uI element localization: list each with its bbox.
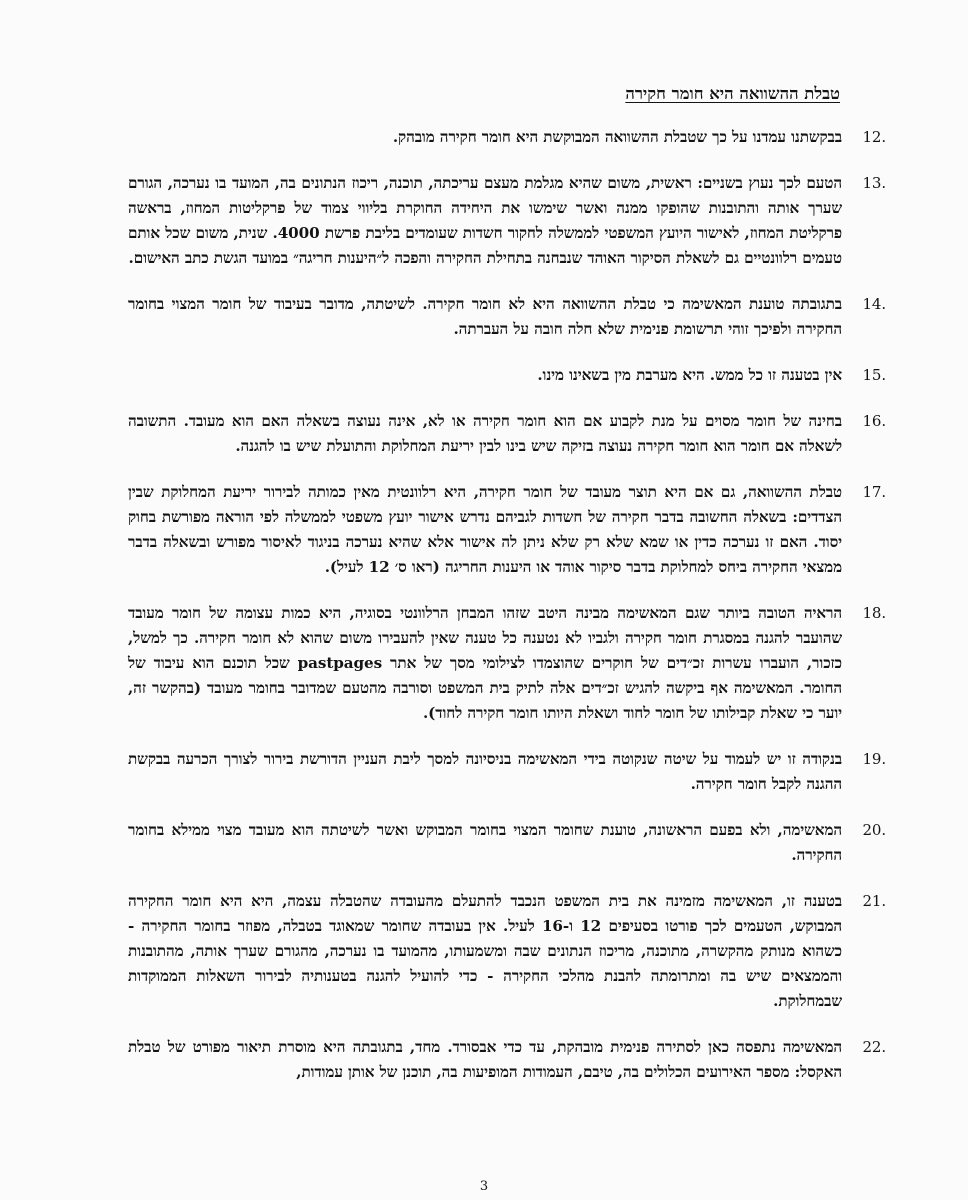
paragraph-number: 15.: [862, 366, 886, 384]
paragraph-text: בנקודה זו יש לעמוד על שיטה שנקוטה בידי המאשימה בניסיונה למסך ליבת העניין הדורשת בירור לצורך הכרעה בבקשת ההגנה לקבל חומר חקירה.: [128, 750, 842, 793]
paragraph-number: 21.: [862, 892, 886, 910]
paragraph-20: [128, 818, 886, 868]
paragraph-21: [128, 889, 886, 1014]
paragraph-number: 13.: [862, 174, 886, 192]
paragraph-text: המאשימה נתפסה כאן לסתירה פנימית מובהקת, עד כדי אבסורד. מחד, בתגובתה היא מוסרת תיאור מפורט של טבלת האקסל: מספר האירועים הכלולים בה, טיבם, העמודות המופיעות בה, תוכנן של אותן עמודות,: [128, 1038, 842, 1081]
paragraph-number: 18.: [862, 604, 886, 622]
paragraph-text: הטעם לכך נעוץ בשניים: ראשית, משום שהיא מגלמת מעצם עריכתה, תוכנה, ריכוז הנתונים בה, המועד בו נערכה, הגורם שערך אותה והתובנות שהופקו ממנה ואשר שימשו את היחידה החוקרת בליווי צמוד של פרקליטות המחוז, בראשה פרקליטת המחוז, לאישור היועץ המשפטי לממשלה לחקור חשדות שעומדים בליבת פרשת 4000. שנית, משום שכל אותם טעמים רלוונטיים גם לשאלת הסיקור האוהד שנבחנה בתחילת החקירה והפכה ל״היענות חריגה״ במועד הגשת כתב האישום.: [128, 174, 843, 267]
paragraph-text: הראיה הטובה ביותר שגם המאשימה מבינה היטב שזהו המבחן הרלוונטי בסוגיה, היא כמות עצומה של חומר מעובד שהועבר להגנה במסגרת חומר חקירה ולגביו לא נטענה כל טענה שאין להעבירו משום שהוא לא חומר חקירה. כך למשל, כזכור, הועברו עשרות זכ״דים של חוקרים שהוצמדו לצילומי מסך של אתר pastpages שכל תוכנם הוא עיבוד של החומר. המאשימה אף ביקשה להגיש זכ״דים אלה לתיק בית המשפט וסורבה מהטעם שמדובר בחומר מעובד (בהקשר זה, יוער כי שאלת קבילותו של חומר לחוד ושאלת היותו חומר חקירה לחוד).: [128, 604, 842, 722]
paragraph-16: [128, 409, 886, 459]
paragraph-text: בתגובתה טוענת המאשימה כי טבלת ההשוואה היא לא חומר חקירה. לשיטתה, מדובר בעיבוד של חומר המצוי בחומר החקירה ולפיכך זוהי תרשומת פנימית שלא חלה חובה על העברתה.: [128, 295, 842, 338]
document-body: [128, 125, 886, 1106]
paragraph-19: [128, 747, 886, 797]
paragraph-text: בחינה של חומר מסוים על מנת לקבוע אם הוא חומר חקירה או לא, אינה נעוצה בשאלה האם הוא מעובד. התשובה לשאלה אם חומר הוא חומר חקירה נעוצה בזיקה שיש בינו לבין יריעת המחלוקת והתועלת שיש בו להגנה.: [128, 412, 842, 455]
paragraph-number: 12.: [862, 128, 886, 146]
paragraph-18: [128, 601, 886, 726]
paragraph-text: אין בטענה זו כל ממש. היא מערבת מין בשאינו מינו.: [537, 366, 842, 384]
paragraph-number: 14.: [862, 295, 886, 313]
paragraph-17: [128, 480, 886, 580]
paragraph-number: 22.: [862, 1038, 886, 1056]
paragraph-13: [128, 171, 886, 271]
paragraph-number: 20.: [862, 821, 886, 839]
paragraph-text: המאשימה, ולא בפעם הראשונה, טוענת שחומר המצוי בחומר המבוקש ואשר לשיטתה הוא מעובד מצוי ממילא בחומר החקירה.: [128, 821, 842, 864]
paragraph-text: בטענה זו, המאשימה מזמינה את בית המשפט הנכבד להתעלם מהעובדה שהטבלה עצמה, היא היא חומר החקירה המבוקש, הטעמים לכך פורטו בסעיפים 12 ו-16 לעיל. אין בעובדה שחומר שמאוגד בטבלה, מפוזר בחומר החקירה - כשהוא מנותק מהקשרה, מתוכנה, מריכוז הנתונים שבה ומשמעותו, מהמועד בו נערכה, מהגורם שערך אותה, מהתובנות והממצאים שיש בה ומתרומתה להבנת מהלכי החקירה - כדי להועיל להגנה בטענותיה לבירור השאלות הממוקדות שבמחלוקת.: [128, 892, 842, 1010]
paragraph-text: טבלת ההשוואה, גם אם היא תוצר מעובד של חומר חקירה, היא רלוונטית מאין כמותה לבירור יריעת המחלוקת שבין הצדדים: בשאלה החשובה בדבר חקירה של חשדות לגביהם נדרש אישור יועץ משפטי לממשלה לפי הוראה מפורשת בחוק יסוד. האם זו נערכה כדין או שמא שלא רק שלא ניתן לה אישור אלא שהיא נערכה בניגוד לאיסור מפורש ובשאלה בדבר ממצאי החקירה ביחס למחלוקת בדבר סיקור אוהד או היענות החריגה (ראו ס׳ 12 לעיל).: [128, 483, 842, 576]
paragraph-number: 16.: [862, 412, 886, 430]
paragraph-number: 17.: [862, 483, 886, 501]
paragraph-number: 19.: [862, 750, 886, 768]
paragraph-14: [128, 292, 886, 342]
paragraph-22: [128, 1035, 886, 1085]
paragraph-15: [128, 363, 886, 388]
paragraph-text: בבקשתנו עמדנו על כך שטבלת ההשוואה המבוקשת היא חומר חקירה מובהק.: [392, 128, 842, 146]
paragraph-12: [128, 125, 886, 150]
section-heading: טבלת ההשוואה היא חומר חקירה: [625, 84, 840, 103]
page-number: 3: [479, 1179, 489, 1194]
